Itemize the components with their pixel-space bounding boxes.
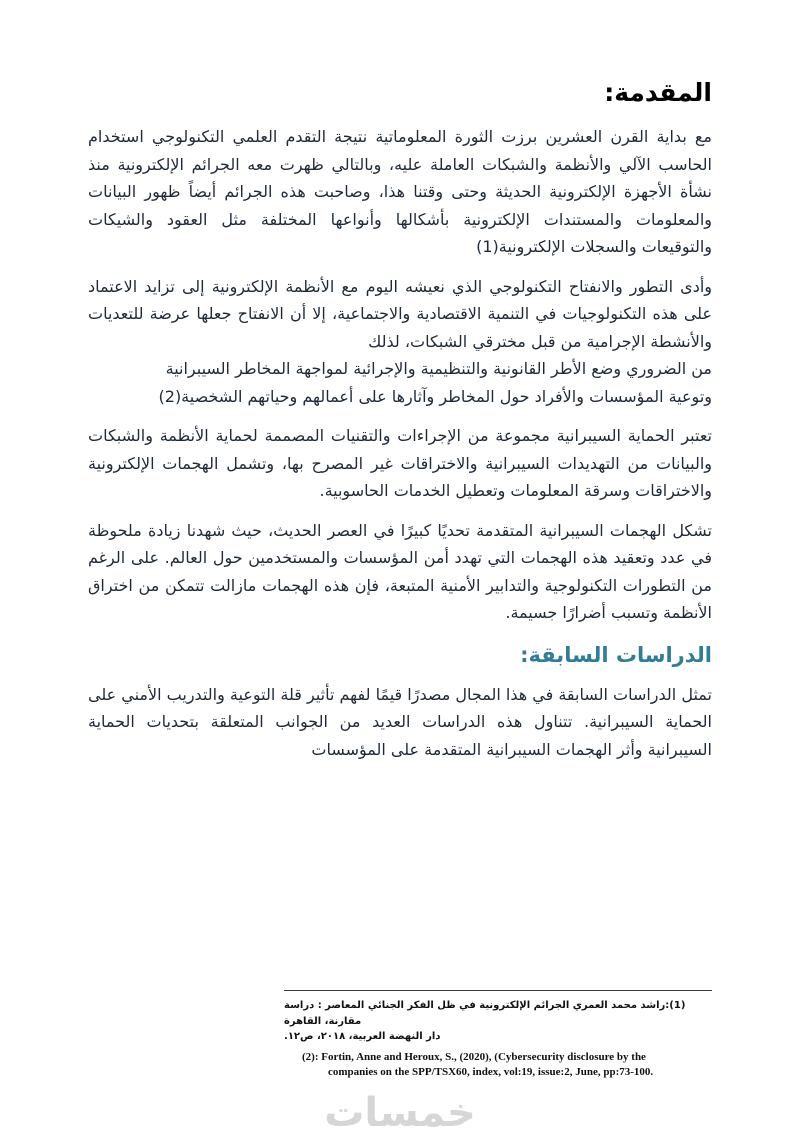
previous-studies-heading: الدراسات السابقة: — [520, 642, 712, 667]
intro-paragraph-1: مع بداية القرن العشرين برزت الثورة المعلوماتية نتيجة التقدم العلمي التكنولوجي استخدام الحاسب الآلي والأنظمة والشبكات العاملة عليه، وبالتالي ظهرت معه الجرائم الإلكترونية منذ نشأة الأجهزة الإلكترونية الحديثة وحتى وقتنا هذا، وصاحبت هذه الجرائم أيضاً ظهور البيانات والمعلومات والمستندات الإلكترونية بأشكالها وأنواعها المختلفة مثل العقود والشيكات والتوقيعات والسجلات الإلكترونية(1) — [88, 127, 712, 257]
previous-studies-paragraph: تمثل الدراسات السابقة في هذا المجال مصدرًا قيمًا لفهم تأثير قلة التوعية والتدريب الأمني على الحماية السيبرانية. تتناول هذه الدراسات العديد من الجوانب المتعلقة بتحديات الحماية السيبرانية وأثر الهجمات السيبرانية المتقدمة على المؤسسات — [88, 684, 712, 759]
footnote-1-arabic — [284, 998, 712, 1045]
intro-paragraph-2: وأدى التطور والانفتاح التكنولوجي الذي نعيشه اليوم مع الأنظمة الإلكترونية إلى تزايد الاعتماد على هذه التكنولوجيات في التنمية الاقتصادية والاجتماعية، إلا أن الانفتاح جعلها عرضة للتعديات والأنشطة الإجرامية من قبل مخترقي الشبكات، لذلك — [88, 276, 712, 351]
footnote-2-line-2: companies on the SPP/TSX60, index, vol:19, issue:2, June, pp:73-100. — [328, 1066, 654, 1079]
footnote-2-line-1: (2): Fortin, Anne and Heroux, S., (2020), (Cybersecurity disclosure by the — [302, 1050, 646, 1063]
page-title: المقدمة: — [604, 78, 712, 107]
intro-paragraph-3: من الضروري وضع الأطر القانونية والتنظيمية والإجرائية لمواجهة المخاطر السيبرانية — [165, 359, 712, 379]
footnote-1-line-2: دار النهضة العربية، ٢٠١٨، ص١٢. — [284, 1031, 441, 1042]
khamsat-watermark: خمسات — [324, 1090, 476, 1136]
footnote-separator-line — [284, 990, 712, 991]
footnote-2-english — [302, 1050, 712, 1082]
intro-paragraph-5: تعتبر الحماية السيبرانية مجموعة من الإجراءات والتقنيات المصممة لحماية الأنظمة والشبكات والبيانات من التهديدات السيبرانية والاختراقات غير المصرح بها، وتشمل الهجمات الإلكترونية والاختراقات وسرقة المعلومات وتعطيل الخدمات الحاسوبية. — [88, 426, 712, 501]
document-content — [88, 78, 712, 775]
intro-paragraph-6: تشكل الهجمات السيبرانية المتقدمة تحديًا كبيرًا في العصر الحديث، حيث شهدنا زيادة ملحوظة في عدد وتعقيد هذه الهجمات التي تهدد أمن المؤسسات والمستخدمين حول العالم. على الرغم من التطورات التكنولوجية والتدابير الأمنية المتبعة، فإن هذه الهجمات مازالت تتمكن من اختراق الأنظمة وتسبب أضرارًا جسيمة. — [88, 520, 712, 623]
intro-paragraph-4: وتوعية المؤسسات والأفراد حول المخاطر وآثارها على أعمالهم وحياتهم الشخصية(2) — [158, 386, 712, 406]
footnote-1-line-1: (1):راشد محمد العمري الجرائم الإلكترونية في ظل الفكر الجنائي المعاصر : دراسة مقارنة، القاهرة — [284, 1000, 686, 1027]
footnotes-section — [284, 990, 712, 1081]
